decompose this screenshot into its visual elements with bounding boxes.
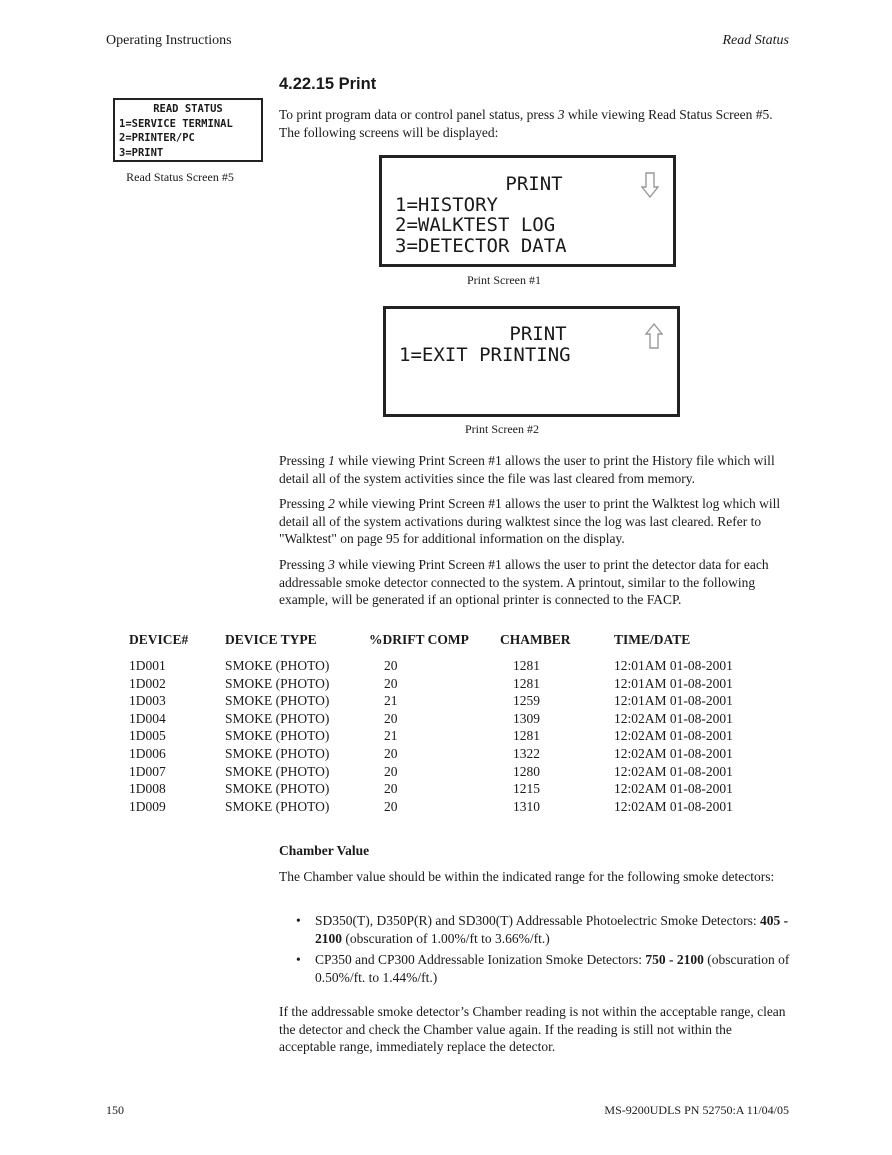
para-text-end: while viewing Print Screen #1 allows the user to print the Walktest log which will detail all of the system activations during walktest since the log was last cleared. Refer to "Walktest" on page 95 for additional information on the display.: [279, 496, 781, 546]
down-arrow-icon: [641, 172, 659, 198]
lcd-title: PRINT: [509, 323, 567, 345]
intro-text: To print program data or control panel status, press: [279, 107, 558, 122]
table-cell: 12:01AM 01-08-2001: [614, 675, 733, 691]
lcd-line: READ STATUS: [153, 103, 223, 115]
table-cell: 1D005: [129, 728, 166, 744]
lcd-line: 1=EXIT PRINTING: [399, 343, 571, 366]
table-cell: SMOKE (PHOTO): [225, 728, 330, 744]
bullet-text: SD350(T), D350P(R) and SD300(T) Addressable Photoelectric Smoke Detectors:: [315, 913, 761, 928]
list-item: [279, 951, 791, 986]
table-cell: 1D003: [129, 693, 166, 709]
lcd-line: 1=HISTORY: [395, 193, 498, 216]
chamber-value-title: Chamber Value: [279, 843, 370, 858]
table-cell: SMOKE (PHOTO): [225, 745, 330, 761]
print-screen-2-caption: Print Screen #2: [465, 422, 539, 436]
table-cell: 12:02AM 01-08-2001: [614, 781, 733, 797]
table-body: [129, 657, 754, 815]
table-cell: 1280: [513, 763, 540, 779]
table-cell: 1259: [513, 693, 540, 709]
table-cell: 12:02AM 01-08-2001: [614, 728, 733, 744]
table-cell: SMOKE (PHOTO): [225, 763, 330, 779]
table-cell: 1281: [513, 675, 540, 691]
col-header: TIME/DATE: [614, 632, 691, 647]
lcd-title: PRINT: [505, 173, 563, 195]
chamber-range-list: [279, 912, 791, 990]
up-arrow-icon: [645, 323, 663, 349]
table-cell: 1D009: [129, 798, 166, 814]
table-cell: 1322: [513, 745, 540, 761]
col-header: DEVICE TYPE: [225, 632, 317, 647]
table-cell: 1281: [513, 728, 540, 744]
paragraph-history: [279, 452, 791, 487]
table-cell: SMOKE (PHOTO): [225, 675, 330, 691]
closing-paragraph: If the addressable smoke detector’s Chamber reading is not within the acceptable range, clean the detector and check the Chamber value again. If the reading is still not within the acceptable range, immediately replace the detector.: [279, 1004, 786, 1054]
table-cell: 12:02AM 01-08-2001: [614, 710, 733, 726]
table-cell: 20: [384, 675, 398, 691]
paragraph-walktest: [279, 495, 791, 548]
table-cell: 20: [384, 745, 398, 761]
bullet-range: 750 - 2100: [645, 952, 704, 967]
table-cell: 12:02AM 01-08-2001: [614, 763, 733, 779]
col-header: DEVICE#: [129, 632, 189, 647]
intro-key: 3: [557, 107, 565, 122]
table-row: [129, 763, 754, 781]
lcd-line: 1=SERVICE TERMINAL: [119, 117, 233, 130]
para-text-end: while viewing Print Screen #1 allows the user to print the History file which will detail all of the system activities since the file was last cleared from memory.: [279, 453, 775, 486]
running-header-right: Read Status: [722, 33, 789, 48]
table-row: [129, 675, 754, 693]
table-cell: 20: [384, 763, 398, 779]
table-cell: SMOKE (PHOTO): [225, 693, 330, 709]
bullet-icon: •: [296, 952, 301, 967]
table-cell: 21: [384, 693, 398, 709]
lcd-line: 2=WALKTEST LOG: [395, 214, 556, 236]
table-row: [129, 727, 754, 745]
table-cell: 12:02AM 01-08-2001: [614, 745, 733, 761]
col-header: CHAMBER: [500, 632, 571, 647]
table-cell: 1D002: [129, 675, 166, 691]
para-text: Pressing: [279, 557, 329, 572]
table-row: [129, 798, 754, 816]
table-cell: 1215: [513, 781, 540, 797]
table-cell: 1309: [513, 710, 540, 726]
read-status-caption: Read Status Screen #5: [126, 170, 234, 184]
table-cell: 1D001: [129, 658, 166, 673]
table-header-row: [129, 632, 754, 657]
running-header-left: Operating Instructions: [106, 33, 232, 48]
para-text-end: while viewing Print Screen #1 allows the user to print the detector data for each addressable smoke detector connected to the system. A printout, similar to the following example, will be generated if an optional printer is connected to the FACP.: [279, 557, 769, 607]
intro-text-end: while viewing Read Status Screen #5. The following screens will be displayed:: [279, 107, 773, 140]
bullet-text: CP350 and CP300 Addressable Ionization Smoke Detectors:: [315, 952, 646, 967]
table-cell: SMOKE (PHOTO): [225, 710, 330, 726]
bullet-icon: •: [296, 913, 301, 928]
para-key: 2: [328, 496, 335, 511]
table-row: [129, 657, 754, 675]
table-cell: 21: [384, 728, 398, 744]
table-cell: 20: [384, 658, 398, 673]
para-text: Pressing: [279, 453, 329, 468]
list-item: [279, 912, 791, 947]
table-cell: 1D004: [129, 710, 166, 726]
bullet-text-end: (obscuration of 1.00%/ft to 3.66%/ft.): [342, 930, 550, 946]
table-row: [129, 745, 754, 763]
bullet-range: 405 - 2100: [315, 913, 789, 946]
table-cell: SMOKE (PHOTO): [225, 781, 330, 797]
table-cell: 1310: [513, 798, 540, 814]
intro-paragraph: [279, 106, 791, 141]
table-cell: 20: [384, 710, 398, 726]
table-cell: 1281: [513, 658, 540, 673]
table-cell: 12:01AM 01-08-2001: [614, 658, 733, 673]
read-status-screen: [113, 98, 263, 162]
table-cell: 1D007: [129, 763, 166, 779]
table-cell: 20: [384, 798, 398, 814]
para-key: 1: [328, 453, 335, 468]
para-text: Pressing: [279, 496, 329, 511]
doc-id: MS-9200UDLS PN 52750:A 11/04/05: [604, 1103, 789, 1117]
table-cell: 20: [384, 781, 398, 797]
para-key: 3: [328, 557, 335, 572]
chamber-value-intro: The Chamber value should be within the indicated range for the following smoke detectors:: [279, 869, 775, 884]
section-title: 4.22.15 Print: [279, 75, 377, 93]
lcd-line: 3=PRINT: [119, 146, 164, 159]
page-number: 150: [106, 1103, 124, 1117]
table-row: [129, 692, 754, 710]
table-row: [129, 780, 754, 798]
table-cell: SMOKE (PHOTO): [225, 658, 330, 673]
print-screen-1: [379, 155, 676, 267]
table-cell: 12:02AM 01-08-2001: [614, 798, 733, 814]
bullet-text-end: (obscuration of 0.50%/ft. to 1.44%/ft.): [315, 952, 790, 985]
lcd-line: 3=DETECTOR DATA: [395, 234, 567, 257]
table-cell: 1D008: [129, 781, 166, 797]
print-screen-1-caption: Print Screen #1: [467, 273, 541, 287]
detector-data-table: [129, 632, 754, 815]
table-cell: 1D006: [129, 745, 166, 761]
paragraph-detector-data: [279, 556, 791, 609]
table-row: [129, 710, 754, 728]
lcd-line: 2=PRINTER/PC: [119, 132, 195, 144]
print-screen-2: [383, 306, 680, 417]
table-cell: 12:01AM 01-08-2001: [614, 693, 733, 709]
table-cell: SMOKE (PHOTO): [225, 798, 330, 814]
col-header: %DRIFT COMP: [369, 632, 469, 647]
